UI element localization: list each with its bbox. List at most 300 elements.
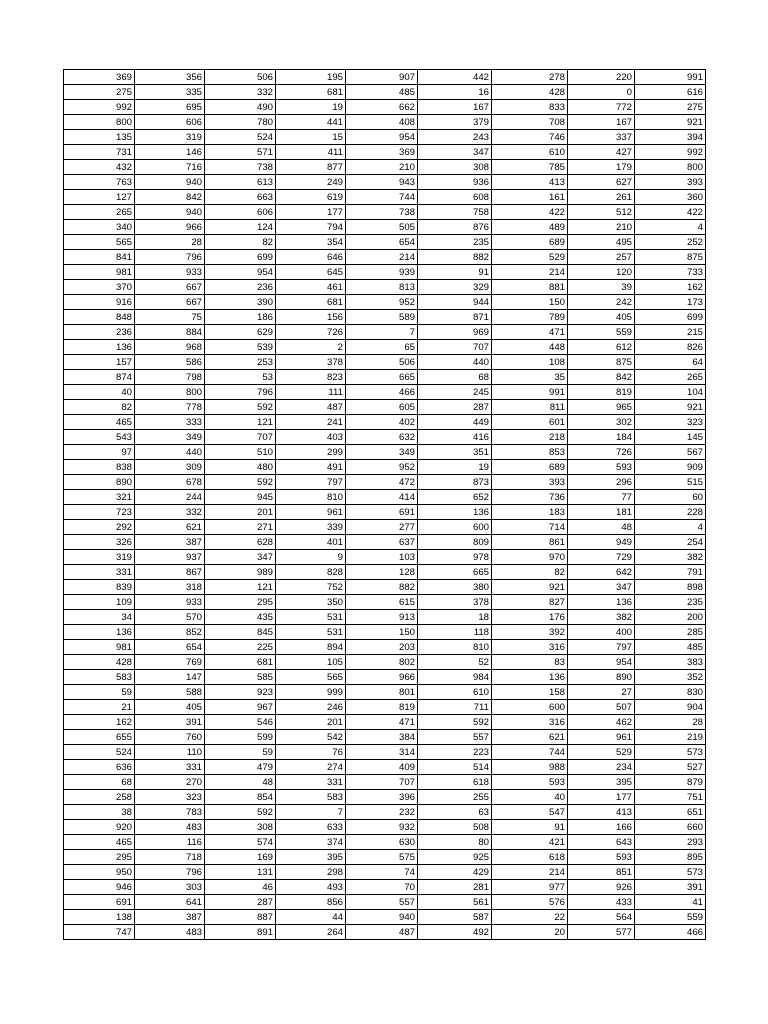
table-cell: 898 <box>635 580 706 595</box>
table-cell: 758 <box>418 205 492 220</box>
table-cell: 546 <box>205 715 276 730</box>
table-cell: 40 <box>64 385 135 400</box>
table-cell: 969 <box>418 325 492 340</box>
table-row <box>64 280 706 295</box>
table-cell: 332 <box>205 85 276 100</box>
table-cell: 277 <box>346 520 418 535</box>
table-cell: 561 <box>418 895 492 910</box>
table-cell: 667 <box>135 280 205 295</box>
table-cell: 531 <box>276 610 346 625</box>
table-cell: 744 <box>492 745 568 760</box>
table-cell: 195 <box>276 70 346 85</box>
table-cell: 210 <box>568 220 635 235</box>
table-cell: 466 <box>346 385 418 400</box>
table-cell: 394 <box>635 130 706 145</box>
table-row <box>64 490 706 505</box>
table-cell: 28 <box>135 235 205 250</box>
table-cell: 699 <box>635 310 706 325</box>
table-cell: 940 <box>135 175 205 190</box>
table-cell: 789 <box>492 310 568 325</box>
table-cell: 246 <box>276 700 346 715</box>
table-row <box>64 580 706 595</box>
table-cell: 235 <box>635 595 706 610</box>
table-cell: 440 <box>135 445 205 460</box>
table-cell: 203 <box>346 640 418 655</box>
table-cell: 214 <box>492 865 568 880</box>
table-cell: 422 <box>635 205 706 220</box>
table-cell: 570 <box>135 610 205 625</box>
table-cell: 796 <box>205 385 276 400</box>
table-cell: 147 <box>135 670 205 685</box>
table-cell: 495 <box>568 235 635 250</box>
table-cell: 592 <box>205 400 276 415</box>
table-cell: 177 <box>276 205 346 220</box>
table-cell: 752 <box>276 580 346 595</box>
table-cell: 641 <box>135 895 205 910</box>
table-cell: 298 <box>276 865 346 880</box>
table-cell: 35 <box>492 370 568 385</box>
table-cell: 323 <box>135 790 205 805</box>
table-cell: 939 <box>346 265 418 280</box>
table-cell: 186 <box>205 310 276 325</box>
table-cell: 236 <box>64 325 135 340</box>
table-cell: 34 <box>64 610 135 625</box>
table-cell: 318 <box>135 580 205 595</box>
table-row <box>64 655 706 670</box>
table-cell: 801 <box>346 685 418 700</box>
table-cell: 794 <box>276 220 346 235</box>
table-cell: 183 <box>492 505 568 520</box>
table-cell: 161 <box>492 190 568 205</box>
table-cell: 819 <box>346 700 418 715</box>
table-cell: 856 <box>276 895 346 910</box>
table-cell: 800 <box>635 160 706 175</box>
table-cell: 369 <box>346 145 418 160</box>
table-cell: 751 <box>635 790 706 805</box>
table-cell: 879 <box>635 775 706 790</box>
table-cell: 223 <box>418 745 492 760</box>
table-cell: 510 <box>205 445 276 460</box>
table-row <box>64 865 706 880</box>
table-cell: 369 <box>64 70 135 85</box>
table-cell: 819 <box>568 385 635 400</box>
table-cell: 82 <box>492 565 568 580</box>
table-cell: 235 <box>418 235 492 250</box>
table-cell: 695 <box>135 100 205 115</box>
table-cell: 120 <box>568 265 635 280</box>
table-cell: 952 <box>346 460 418 475</box>
table-cell: 242 <box>568 295 635 310</box>
table-cell: 524 <box>205 130 276 145</box>
table-cell: 921 <box>492 580 568 595</box>
table-cell: 933 <box>135 265 205 280</box>
table-cell: 894 <box>276 640 346 655</box>
table-cell: 970 <box>492 550 568 565</box>
table-cell: 991 <box>492 385 568 400</box>
table-cell: 946 <box>64 880 135 895</box>
table-cell: 592 <box>418 715 492 730</box>
table-cell: 514 <box>418 760 492 775</box>
table-cell: 264 <box>276 925 346 940</box>
table-cell: 110 <box>135 745 205 760</box>
table-cell: 842 <box>135 190 205 205</box>
table-cell: 600 <box>492 700 568 715</box>
table-cell: 414 <box>346 490 418 505</box>
table-cell: 726 <box>568 445 635 460</box>
table-cell: 214 <box>492 265 568 280</box>
table-cell: 838 <box>64 460 135 475</box>
table-cell: 937 <box>135 550 205 565</box>
table-cell: 252 <box>635 235 706 250</box>
table-cell: 600 <box>418 520 492 535</box>
table-cell: 493 <box>276 880 346 895</box>
table-cell: 181 <box>568 505 635 520</box>
table-cell: 744 <box>346 190 418 205</box>
table-cell: 169 <box>205 850 276 865</box>
table-row <box>64 310 706 325</box>
table-cell: 612 <box>568 340 635 355</box>
table-cell: 91 <box>492 820 568 835</box>
table-cell: 827 <box>492 595 568 610</box>
table-cell: 921 <box>635 400 706 415</box>
table-cell: 265 <box>635 370 706 385</box>
table-cell: 145 <box>635 430 706 445</box>
table-cell: 429 <box>418 865 492 880</box>
table-cell: 954 <box>346 130 418 145</box>
table-row <box>64 670 706 685</box>
table-row <box>64 430 706 445</box>
table-cell: 461 <box>276 280 346 295</box>
table-cell: 218 <box>492 430 568 445</box>
table-cell: 167 <box>568 115 635 130</box>
table-cell: 479 <box>205 760 276 775</box>
table-cell: 738 <box>346 205 418 220</box>
table-row <box>64 550 706 565</box>
table-cell: 374 <box>276 835 346 850</box>
table-cell: 882 <box>346 580 418 595</box>
table-cell: 352 <box>635 670 706 685</box>
table-cell: 646 <box>276 250 346 265</box>
table-cell: 65 <box>346 340 418 355</box>
table-cell: 678 <box>135 475 205 490</box>
table-row <box>64 475 706 490</box>
table-cell: 966 <box>135 220 205 235</box>
table-cell: 383 <box>635 655 706 670</box>
table-cell: 655 <box>64 730 135 745</box>
table-cell: 508 <box>418 820 492 835</box>
table-cell: 15 <box>276 130 346 145</box>
table-cell: 992 <box>635 145 706 160</box>
table-cell: 337 <box>568 130 635 145</box>
table-row <box>64 760 706 775</box>
table-cell: 613 <box>205 175 276 190</box>
table-cell: 329 <box>418 280 492 295</box>
table-cell: 711 <box>418 700 492 715</box>
table-row <box>64 100 706 115</box>
table-cell: 215 <box>635 325 706 340</box>
table-cell: 954 <box>568 655 635 670</box>
table-row <box>64 265 706 280</box>
table-cell: 333 <box>135 415 205 430</box>
table-cell: 660 <box>635 820 706 835</box>
table-row <box>64 355 706 370</box>
table-cell: 573 <box>635 745 706 760</box>
table-row <box>64 325 706 340</box>
table-cell: 60 <box>635 490 706 505</box>
table-cell: 944 <box>418 295 492 310</box>
table-row <box>64 880 706 895</box>
table-cell: 118 <box>418 625 492 640</box>
table-cell: 637 <box>346 535 418 550</box>
table-cell: 823 <box>276 370 346 385</box>
table-cell: 442 <box>418 70 492 85</box>
table-cell: 22 <box>492 910 568 925</box>
table-row <box>64 145 706 160</box>
table-cell: 610 <box>418 685 492 700</box>
table-cell: 162 <box>64 715 135 730</box>
table-cell: 791 <box>635 565 706 580</box>
table-cell: 162 <box>635 280 706 295</box>
table-cell: 845 <box>205 625 276 640</box>
table-cell: 253 <box>205 355 276 370</box>
table-cell: 296 <box>568 475 635 490</box>
table-cell: 992 <box>64 100 135 115</box>
table-cell: 663 <box>205 190 276 205</box>
table-cell: 965 <box>568 400 635 415</box>
table-cell: 940 <box>135 205 205 220</box>
table-cell: 323 <box>635 415 706 430</box>
table-cell: 111 <box>276 385 346 400</box>
table-cell: 642 <box>568 565 635 580</box>
table-cell: 811 <box>492 400 568 415</box>
table-row <box>64 70 706 85</box>
table-cell: 716 <box>135 160 205 175</box>
table-cell: 109 <box>64 595 135 610</box>
table-cell: 316 <box>492 640 568 655</box>
table-cell: 349 <box>346 445 418 460</box>
table-cell: 379 <box>418 115 492 130</box>
table-cell: 718 <box>135 850 205 865</box>
table-cell: 354 <box>276 235 346 250</box>
table-cell: 395 <box>276 850 346 865</box>
table-cell: 124 <box>205 220 276 235</box>
table-cell: 565 <box>64 235 135 250</box>
table-cell: 435 <box>205 610 276 625</box>
table-cell: 448 <box>492 340 568 355</box>
table-cell: 219 <box>635 730 706 745</box>
table-cell: 575 <box>346 850 418 865</box>
table-cell: 392 <box>492 625 568 640</box>
table-cell: 848 <box>64 310 135 325</box>
table-cell: 390 <box>205 295 276 310</box>
table-row <box>64 295 706 310</box>
table-cell: 492 <box>418 925 492 940</box>
table-cell: 270 <box>135 775 205 790</box>
table-cell: 136 <box>492 670 568 685</box>
table-cell: 21 <box>64 700 135 715</box>
table-cell: 841 <box>64 250 135 265</box>
table-cell: 82 <box>64 400 135 415</box>
table-cell: 254 <box>635 535 706 550</box>
table-cell: 933 <box>135 595 205 610</box>
table-cell: 382 <box>568 610 635 625</box>
table-cell: 340 <box>64 220 135 235</box>
table-cell: 574 <box>205 835 276 850</box>
table-cell: 567 <box>635 445 706 460</box>
table-cell: 465 <box>64 835 135 850</box>
table-cell: 347 <box>568 580 635 595</box>
table-row <box>64 850 706 865</box>
table-cell: 681 <box>276 295 346 310</box>
table-body <box>64 70 706 940</box>
table-cell: 839 <box>64 580 135 595</box>
table-cell: 19 <box>276 100 346 115</box>
table-cell: 689 <box>492 235 568 250</box>
table-cell: 954 <box>205 265 276 280</box>
table-cell: 925 <box>418 850 492 865</box>
table-cell: 128 <box>346 565 418 580</box>
table-cell: 405 <box>135 700 205 715</box>
table-cell: 618 <box>492 850 568 865</box>
table-cell: 882 <box>418 250 492 265</box>
table-cell: 309 <box>135 460 205 475</box>
table-cell: 681 <box>205 655 276 670</box>
table-row <box>64 520 706 535</box>
table-cell: 874 <box>64 370 135 385</box>
table-cell: 913 <box>346 610 418 625</box>
table-cell: 629 <box>205 325 276 340</box>
table-cell: 999 <box>276 685 346 700</box>
table-cell: 531 <box>276 625 346 640</box>
table-cell: 853 <box>492 445 568 460</box>
table-cell: 245 <box>418 385 492 400</box>
table-cell: 936 <box>418 175 492 190</box>
table-cell: 402 <box>346 415 418 430</box>
table-cell: 952 <box>346 295 418 310</box>
table-cell: 121 <box>205 580 276 595</box>
table-cell: 82 <box>205 235 276 250</box>
table-cell: 524 <box>64 745 135 760</box>
table-cell: 708 <box>492 115 568 130</box>
table-cell: 4 <box>635 520 706 535</box>
table-cell: 667 <box>135 295 205 310</box>
table-cell: 577 <box>568 925 635 940</box>
table-cell: 0 <box>568 85 635 100</box>
table-cell: 200 <box>635 610 706 625</box>
table-cell: 627 <box>568 175 635 190</box>
table-cell: 349 <box>135 430 205 445</box>
table-cell: 335 <box>135 85 205 100</box>
table-cell: 606 <box>205 205 276 220</box>
table-cell: 731 <box>64 145 135 160</box>
table-cell: 932 <box>346 820 418 835</box>
table-cell: 881 <box>492 280 568 295</box>
table-cell: 258 <box>64 790 135 805</box>
table-row <box>64 565 706 580</box>
table-cell: 583 <box>276 790 346 805</box>
table-cell: 926 <box>568 880 635 895</box>
table-row <box>64 625 706 640</box>
table-cell: 891 <box>205 925 276 940</box>
table-row <box>64 700 706 715</box>
table-cell: 977 <box>492 880 568 895</box>
table-cell: 108 <box>492 355 568 370</box>
table-cell: 428 <box>492 85 568 100</box>
table-row <box>64 745 706 760</box>
table-cell: 873 <box>418 475 492 490</box>
table-cell: 18 <box>418 610 492 625</box>
table-cell: 75 <box>135 310 205 325</box>
table-cell: 391 <box>635 880 706 895</box>
table-cell: 228 <box>635 505 706 520</box>
table-cell: 440 <box>418 355 492 370</box>
table-cell: 559 <box>568 325 635 340</box>
table-cell: 921 <box>635 115 706 130</box>
table-cell: 105 <box>276 655 346 670</box>
table-cell: 968 <box>135 340 205 355</box>
table-cell: 210 <box>346 160 418 175</box>
table-cell: 232 <box>346 805 418 820</box>
table-cell: 278 <box>492 70 568 85</box>
table-cell: 592 <box>205 805 276 820</box>
table-cell: 800 <box>64 115 135 130</box>
table-cell: 800 <box>135 385 205 400</box>
table-cell: 121 <box>205 415 276 430</box>
table-row <box>64 385 706 400</box>
table-cell: 225 <box>205 640 276 655</box>
table-cell: 321 <box>64 490 135 505</box>
table-cell: 512 <box>568 205 635 220</box>
table-cell: 565 <box>276 670 346 685</box>
table-cell: 606 <box>135 115 205 130</box>
table-cell: 651 <box>635 805 706 820</box>
table-cell: 645 <box>276 265 346 280</box>
table-cell: 867 <box>135 565 205 580</box>
table-cell: 274 <box>276 760 346 775</box>
table-cell: 691 <box>64 895 135 910</box>
table-cell: 699 <box>205 250 276 265</box>
table-row <box>64 835 706 850</box>
table-cell: 746 <box>492 130 568 145</box>
table-cell: 487 <box>276 400 346 415</box>
table-cell: 395 <box>568 775 635 790</box>
table-cell: 691 <box>346 505 418 520</box>
table-cell: 16 <box>418 85 492 100</box>
table-cell: 396 <box>346 790 418 805</box>
table-cell: 466 <box>635 925 706 940</box>
table-cell: 884 <box>135 325 205 340</box>
table-cell: 920 <box>64 820 135 835</box>
table-cell: 527 <box>635 760 706 775</box>
table-cell: 27 <box>568 685 635 700</box>
table-row <box>64 115 706 130</box>
table-cell: 950 <box>64 865 135 880</box>
table-cell: 797 <box>276 475 346 490</box>
table-cell: 158 <box>492 685 568 700</box>
table-cell: 462 <box>568 715 635 730</box>
table-row <box>64 715 706 730</box>
table-cell: 599 <box>205 730 276 745</box>
table-cell: 308 <box>205 820 276 835</box>
table-cell: 783 <box>135 805 205 820</box>
table-cell: 295 <box>64 850 135 865</box>
table-cell: 52 <box>418 655 492 670</box>
table-cell: 179 <box>568 160 635 175</box>
table-cell: 665 <box>418 565 492 580</box>
table-row <box>64 220 706 235</box>
table-cell: 319 <box>64 550 135 565</box>
table-cell: 633 <box>276 820 346 835</box>
